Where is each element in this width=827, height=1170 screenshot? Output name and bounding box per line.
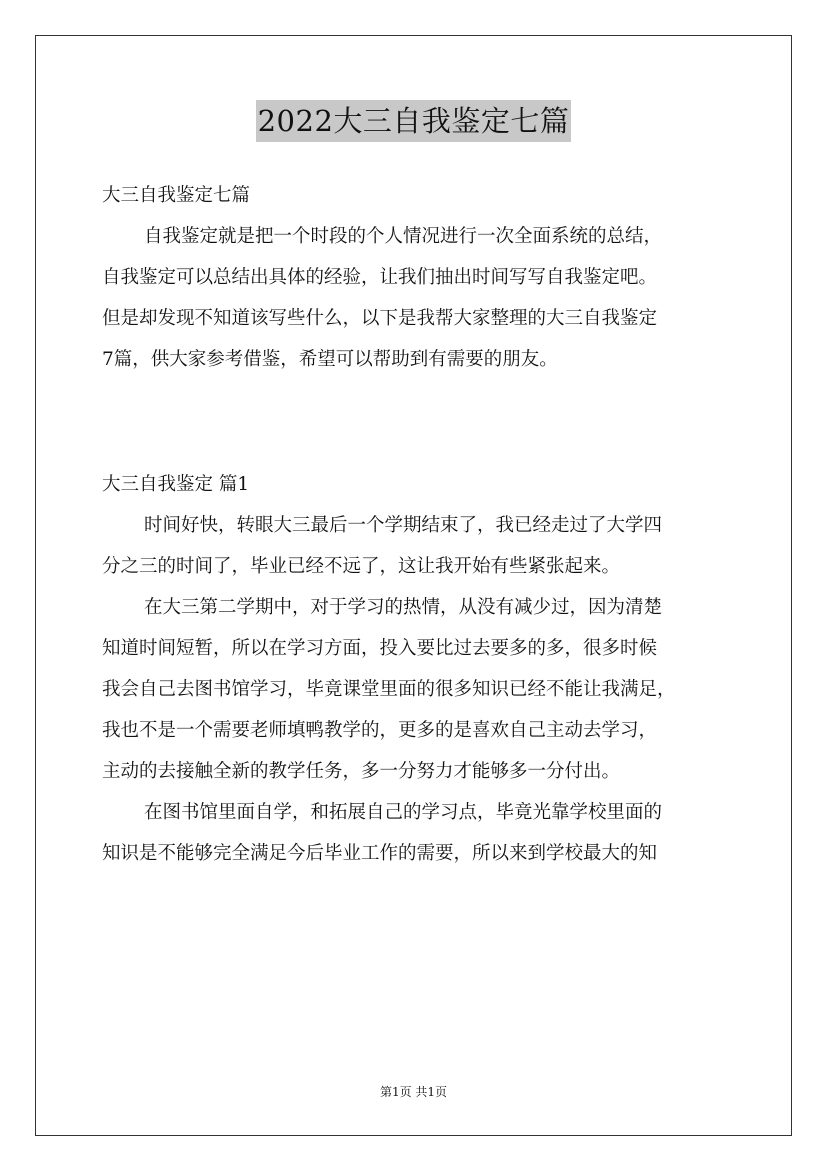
paragraph-line: 在大三第二学期中，对于学习的热情，从没有减少过，因为清楚 [144,597,663,618]
section-spacer [102,380,742,464]
intro-line: 但是却发现不知道该写些什么，以下是我帮大家整理的大三自我鉴定 [102,308,658,329]
intro-line: 自我鉴定可以总结出具体的经验，让我们抽出时间写写自我鉴定吧。 [102,267,658,288]
paragraph-line: 时间好快，转眼大三最后一个学期结束了，我已经走过了大学四 [144,515,663,536]
document-title: 2022大三自我鉴定七篇 [256,100,572,142]
paragraph-line: 知识是不能够完全满足今后毕业工作的需要，所以来到学校最大的知 [102,843,658,864]
section-heading: 大三自我鉴定 篇1 [102,474,250,495]
paragraph-line: 我也不是一个需要老师填鸭教学的，更多的是喜欢自己主动去学习， [102,720,658,741]
paragraph-line: 主动的去接触全新的教学任务，多一分努力才能够多一分付出。 [102,761,621,782]
page-footer: 第1页 共1页 [379,1085,448,1099]
paragraph-line: 我会自己去图书馆学习，毕竟课堂里面的很多知识已经不能让我满足， [102,679,676,700]
intro-line: 自我鉴定就是把一个时段的个人情况进行一次全面系统的总结， [144,226,663,247]
document-body [102,175,742,874]
intro-line: 7篇，供大家参考借鉴，希望可以帮助到有需要的朋友。 [102,349,558,370]
paragraph-line: 在图书馆里面自学，和拓展自己的学习点，毕竟光靠学校里面的 [144,802,663,823]
paragraph-line: 知道时间短暂，所以在学习方面，投入要比过去要多的多，很多时候 [102,638,658,659]
title-wrapper [0,100,827,142]
document-subtitle: 大三自我鉴定七篇 [102,185,251,206]
paragraph-line: 分之三的时间了，毕业已经不远了，这让我开始有些紧张起来。 [102,556,621,577]
